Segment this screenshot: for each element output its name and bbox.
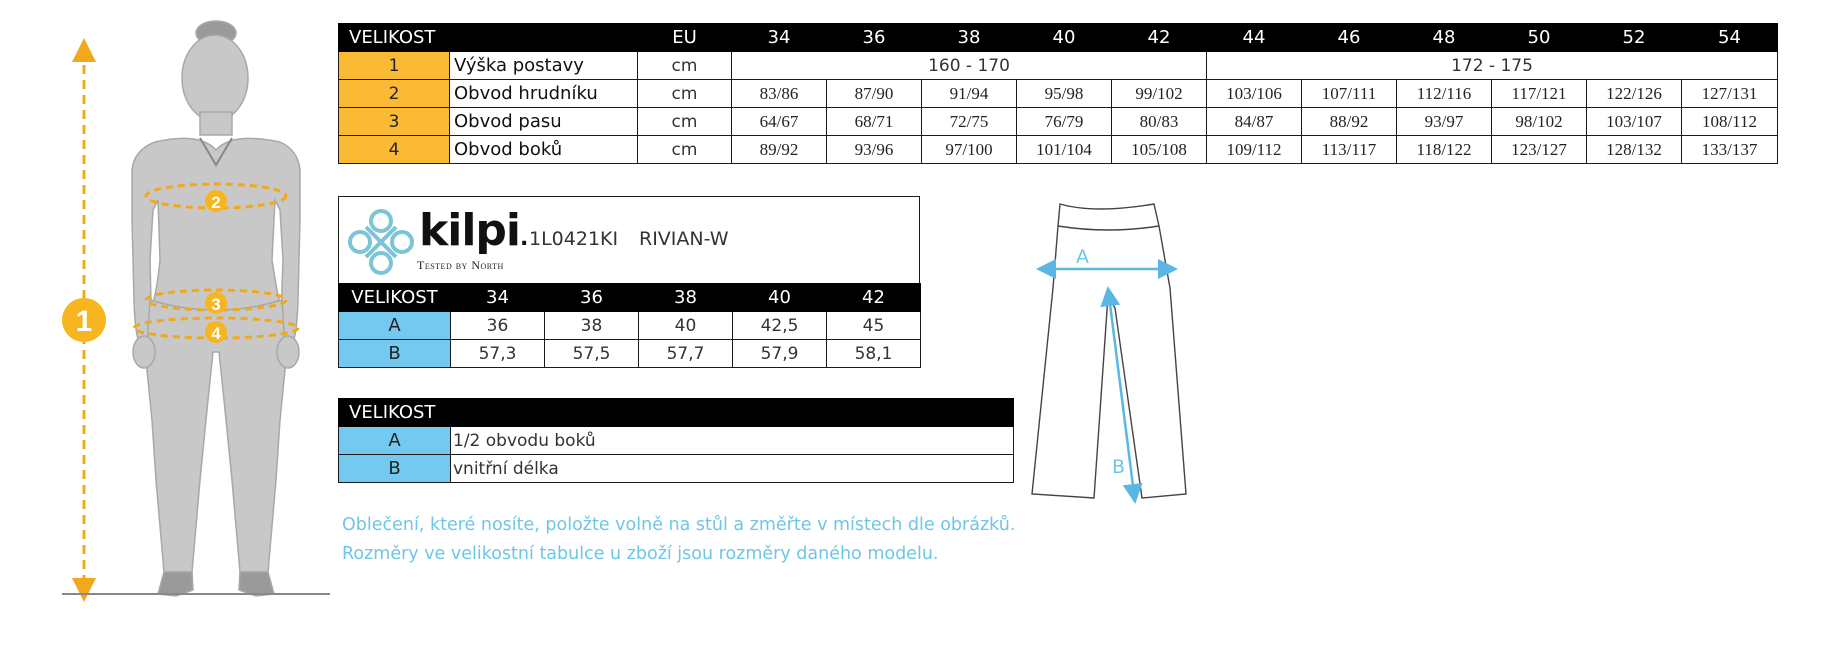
value-cell: 117/121: [1492, 80, 1587, 108]
kilpi-knot-logo-icon: [344, 205, 418, 279]
model-note: Rozměry ve velikostní tabulce u zboží jsou rozměry daného modelu.: [342, 544, 939, 564]
product-header-box: [338, 196, 920, 284]
legend-row-b: [339, 455, 1014, 483]
header-size: 34: [451, 284, 545, 312]
value-cell: 83/86: [732, 80, 827, 108]
value-cell: 98/102: [1492, 108, 1587, 136]
pants-outline: [1032, 204, 1186, 498]
legend-table: [338, 398, 1014, 483]
row-number: 4: [339, 136, 450, 164]
table-row-waist: [339, 108, 1778, 136]
value-cell: 57,5: [545, 340, 639, 368]
header-size: 40: [733, 284, 827, 312]
height-range-cell: 172 - 175: [1207, 52, 1778, 80]
row-number: 1: [339, 52, 450, 80]
value-cell: 36: [451, 312, 545, 340]
value-cell: 103/106: [1207, 80, 1302, 108]
row-number: 3: [339, 108, 450, 136]
instruction-note: Oblečení, které nosíte, položte volně na stůl a změřte v místech dle obrázků.: [342, 515, 1016, 535]
product-size-table: [338, 283, 921, 368]
value-cell: 58,1: [827, 340, 921, 368]
header-eu: EU: [638, 24, 732, 52]
value-cell: 88/92: [1302, 108, 1397, 136]
header-velikost: VELIKOST: [339, 399, 1014, 427]
value-cell: 103/107: [1587, 108, 1682, 136]
value-cell: 57,9: [733, 340, 827, 368]
product-name: RIVIAN-W: [639, 228, 729, 250]
value-cell: 38: [545, 312, 639, 340]
header-size: 36: [545, 284, 639, 312]
header-size: 50: [1492, 24, 1587, 52]
value-cell: 93/97: [1397, 108, 1492, 136]
brand-tagline: Tested by North: [417, 258, 504, 272]
header-size: 36: [827, 24, 922, 52]
row-label: B: [339, 340, 451, 368]
value-cell: 122/126: [1587, 80, 1682, 108]
table-row-b: [339, 340, 921, 368]
value-cell: 101/104: [1017, 136, 1112, 164]
pants-measurement-diagram: [1020, 198, 1200, 508]
row-label: A: [339, 312, 451, 340]
marker-3-label: 3: [211, 295, 221, 314]
row-label: Obvod pasu: [450, 108, 638, 136]
measure-b-label: B: [1112, 456, 1126, 478]
legend-label: B: [339, 455, 451, 483]
value-cell: 89/92: [732, 136, 827, 164]
value-cell: 72/75: [922, 108, 1017, 136]
row-unit: cm: [638, 80, 732, 108]
product-code: 1L0421KI: [529, 228, 619, 250]
header-size: 40: [1017, 24, 1112, 52]
brand-mark: .: [520, 226, 528, 251]
table-row-height: [339, 52, 1778, 80]
header-velikost: VELIKOST: [339, 284, 451, 312]
row-unit: cm: [638, 52, 732, 80]
table-row-chest: [339, 80, 1778, 108]
row-unit: cm: [638, 108, 732, 136]
value-cell: 64/67: [732, 108, 827, 136]
value-cell: 40: [639, 312, 733, 340]
value-cell: 107/111: [1302, 80, 1397, 108]
value-cell: 95/98: [1017, 80, 1112, 108]
header-size: 42: [827, 284, 921, 312]
product-table-header: [339, 284, 921, 312]
value-cell: 133/137: [1682, 136, 1778, 164]
value-cell: 99/102: [1112, 80, 1207, 108]
value-cell: 112/116: [1397, 80, 1492, 108]
marker-2-label: 2: [211, 193, 221, 212]
main-size-table: [338, 23, 1778, 164]
value-cell: 45: [827, 312, 921, 340]
header-size: 54: [1682, 24, 1778, 52]
header-size: 42: [1112, 24, 1207, 52]
value-cell: 123/127: [1492, 136, 1587, 164]
brand-name: kilpi: [419, 205, 521, 256]
value-cell: 113/117: [1302, 136, 1397, 164]
header-size: 38: [639, 284, 733, 312]
legend-table-header: [339, 399, 1014, 427]
value-cell: 84/87: [1207, 108, 1302, 136]
value-cell: 105/108: [1112, 136, 1207, 164]
marker-4-label: 4: [211, 324, 221, 343]
marker-1-label: 1: [75, 305, 93, 338]
height-range-cell: 160 - 170: [732, 52, 1207, 80]
legend-row-a: [339, 427, 1014, 455]
header-size: 46: [1302, 24, 1397, 52]
row-label: Výška postavy: [450, 52, 638, 80]
row-number: 2: [339, 80, 450, 108]
table-row-hips: [339, 136, 1778, 164]
header-size: 38: [922, 24, 1017, 52]
header-size: 44: [1207, 24, 1302, 52]
value-cell: 118/122: [1397, 136, 1492, 164]
header-size: 52: [1587, 24, 1682, 52]
value-cell: 93/96: [827, 136, 922, 164]
value-cell: 128/132: [1587, 136, 1682, 164]
value-cell: 91/94: [922, 80, 1017, 108]
row-unit: cm: [638, 136, 732, 164]
value-cell: 109/112: [1207, 136, 1302, 164]
value-cell: 108/112: [1682, 108, 1778, 136]
body-measurement-figure: [0, 0, 330, 647]
row-label: Obvod hrudníku: [450, 80, 638, 108]
legend-description: 1/2 obvodu boků: [451, 427, 1014, 455]
value-cell: 76/79: [1017, 108, 1112, 136]
legend-label: A: [339, 427, 451, 455]
main-table-header: [339, 24, 1778, 52]
value-cell: 80/83: [1112, 108, 1207, 136]
value-cell: 127/131: [1682, 80, 1778, 108]
value-cell: 97/100: [922, 136, 1017, 164]
row-label: Obvod boků: [450, 136, 638, 164]
value-cell: 87/90: [827, 80, 922, 108]
header-size: 48: [1397, 24, 1492, 52]
brand-logo: [419, 207, 527, 263]
value-cell: 68/71: [827, 108, 922, 136]
header-size: 34: [732, 24, 827, 52]
legend-description: vnitřní délka: [451, 455, 1014, 483]
table-row-a: [339, 312, 921, 340]
value-cell: 57,7: [639, 340, 733, 368]
header-velikost: VELIKOST: [339, 24, 638, 52]
value-cell: 42,5: [733, 312, 827, 340]
value-cell: 57,3: [451, 340, 545, 368]
measure-a-label: A: [1076, 246, 1089, 268]
